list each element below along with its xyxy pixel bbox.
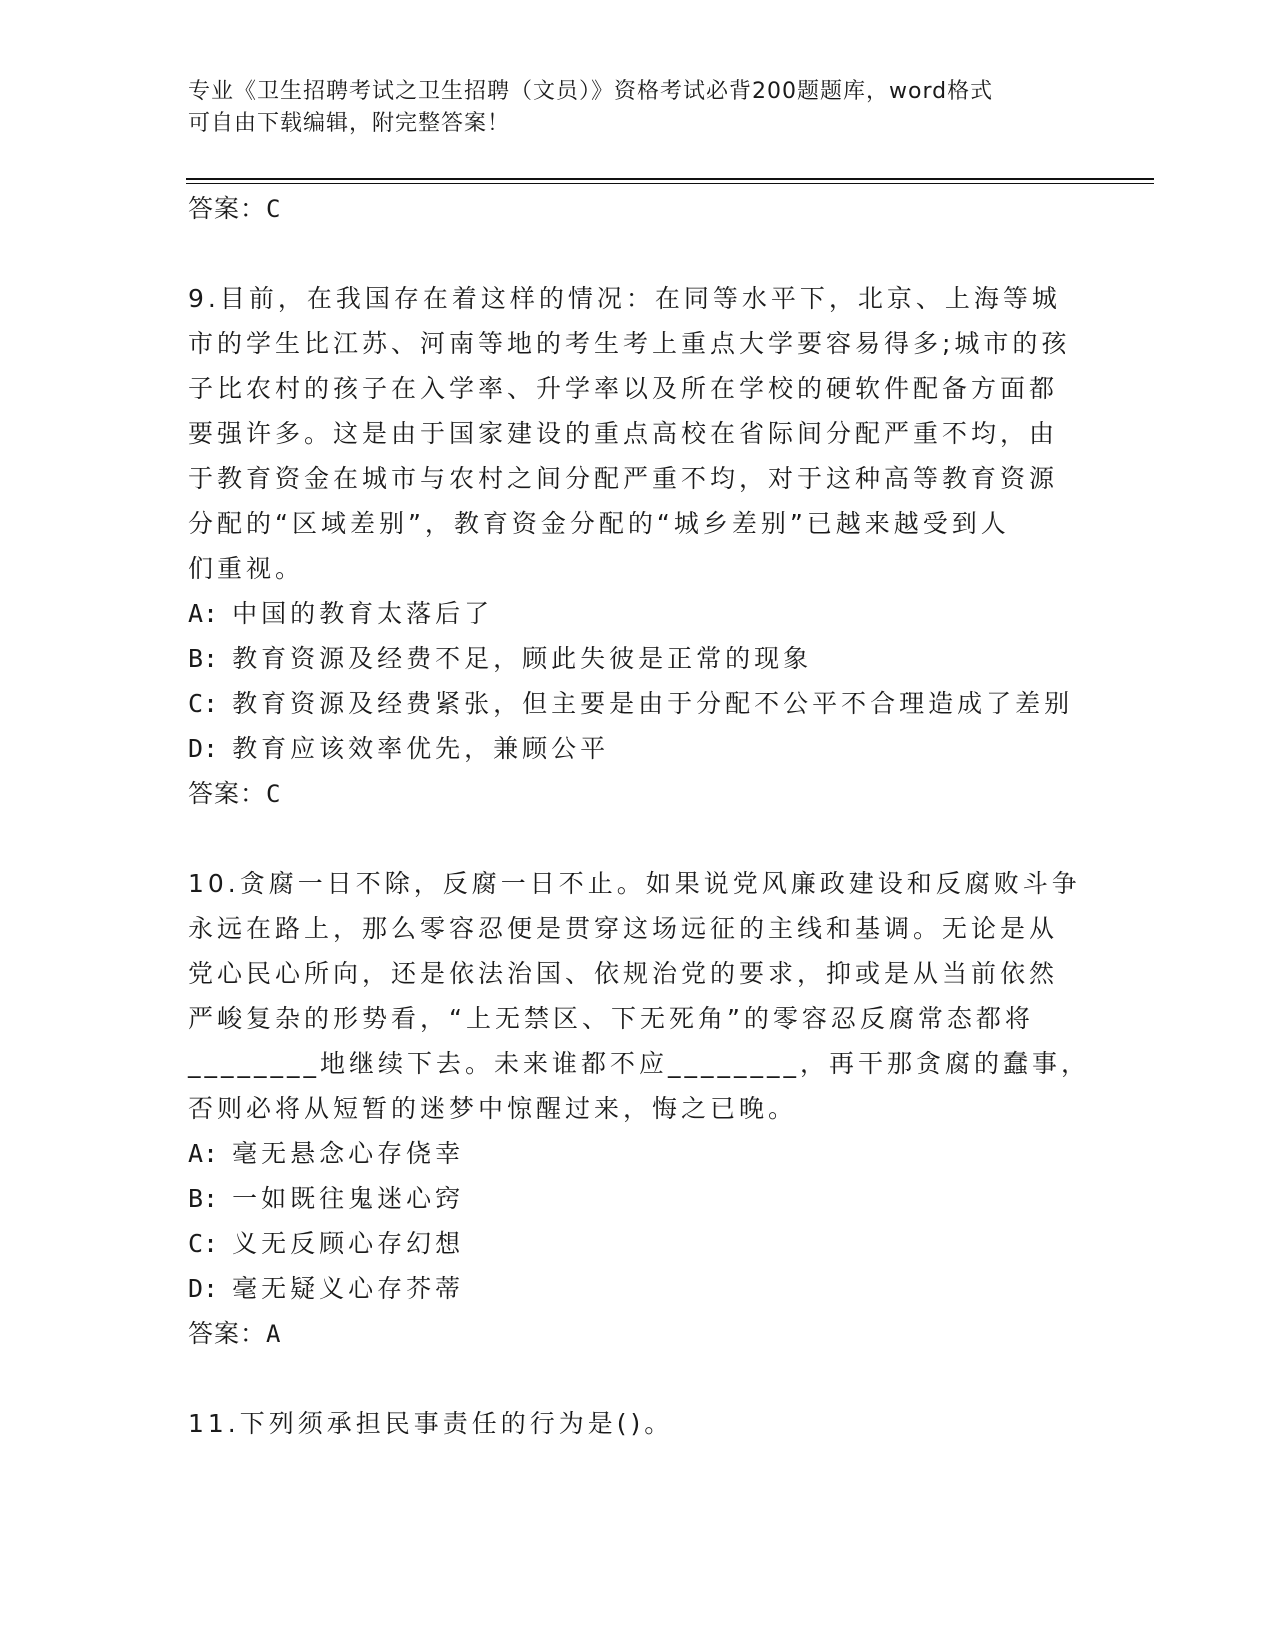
question-10-answer	[188, 1311, 1088, 1356]
question-9-option-c	[188, 681, 1088, 726]
option-text: 教育资源及经费紧张，但主要是由于分配不公平不合理造成了差别	[232, 689, 1074, 718]
spacer	[188, 816, 1088, 861]
option-key: D:	[188, 734, 219, 763]
answer-value: A	[266, 1320, 282, 1348]
question-11	[188, 1401, 1088, 1446]
question-9-line: 子比农村的孩子在入学率、升学率以及所在学校的硬软件配备方面都	[188, 374, 1059, 403]
question-10-text	[188, 861, 1091, 1131]
question-11-text	[188, 1401, 1088, 1446]
header-rule-thin	[186, 183, 1154, 184]
question-10-line: 严峻复杂的形势看，“上无禁区、下无死角”的零容忍反腐常态都将	[188, 1004, 1034, 1033]
spacer	[188, 231, 1088, 276]
answer-value: C	[266, 780, 282, 808]
option-key: B:	[188, 644, 219, 673]
option-text: 义无反顾心存幻想	[232, 1229, 465, 1258]
question-11-line: 11.下列须承担民事责任的行为是()。	[188, 1409, 674, 1438]
answer-line-prev	[188, 186, 1088, 231]
question-9-line: 于教育资金在城市与农村之间分配严重不均，对于这种高等教育资源	[188, 464, 1059, 493]
question-9-option-d	[188, 726, 1088, 771]
option-text: 毫无疑义心存芥蒂	[232, 1274, 465, 1303]
document-content	[188, 186, 1091, 1446]
question-9-line: 市的学生比江苏、河南等地的考生考上重点大学要容易得多;城市的孩	[188, 329, 1071, 358]
option-text: 教育应该效率优先，兼顾公平	[232, 734, 610, 763]
question-9-line: 9.目前，在我国存在着这样的情况：在同等水平下，北京、上海等城	[188, 284, 1061, 313]
option-text: 中国的教育太落后了	[232, 599, 494, 628]
question-10-line: ________地继续下去。未来谁都不应________，再干那贪腐的蠢事，	[188, 1049, 1091, 1078]
option-key: A:	[188, 1139, 219, 1168]
question-9-answer	[188, 771, 1088, 816]
header-title-line-2: 可自由下载编辑，附完整答案！	[188, 111, 511, 136]
header-title-line-1: 专业《卫生招聘考试之卫生招聘（文员）》资格考试必背200题题库，word格式	[188, 79, 994, 104]
question-10-line: 10.贪腐一日不除，反腐一日不止。如果说党风廉政建设和反腐败斗争	[188, 869, 1081, 898]
option-text: 一如既往鬼迷心窍	[232, 1184, 465, 1213]
question-9-option-a	[188, 591, 1088, 636]
spacer	[188, 1356, 1088, 1401]
answer-value: C	[266, 195, 282, 223]
option-text: 教育资源及经费不足，顾此失彼是正常的现象	[232, 644, 813, 673]
header-rule-thick	[186, 178, 1154, 180]
option-key: B:	[188, 1184, 219, 1213]
option-key: C:	[188, 1229, 219, 1258]
question-10-option-d	[188, 1266, 1088, 1311]
option-key: C:	[188, 689, 219, 718]
question-9-text	[188, 276, 1088, 591]
answer-label: 答案：	[188, 779, 267, 808]
option-text: 毫无悬念心存侥幸	[232, 1139, 465, 1168]
answer-label: 答案：	[188, 1319, 267, 1348]
option-key: A:	[188, 599, 219, 628]
question-9-option-b	[188, 636, 1088, 681]
question-10-option-c	[188, 1221, 1088, 1266]
question-10-line: 永远在路上，那么零容忍便是贯穿这场远征的主线和基调。无论是从	[188, 914, 1059, 943]
question-10-option-b	[188, 1176, 1088, 1221]
option-key: D:	[188, 1274, 219, 1303]
question-9-line: 要强许多。这是由于国家建设的重点高校在省际间分配严重不均，由	[188, 419, 1059, 448]
question-10	[188, 861, 1091, 1356]
question-9-line: 们重视。	[188, 554, 305, 583]
question-10-line: 否则必将从短暂的迷梦中惊醒过来，悔之已晚。	[188, 1094, 798, 1123]
question-10-line: 党心民心所向，还是依法治国、依规治党的要求，抑或是从当前依然	[188, 959, 1059, 988]
answer-label: 答案：	[188, 194, 267, 223]
question-10-option-a	[188, 1131, 1088, 1176]
question-9-line: 分配的“区域差别”，教育资金分配的“城乡差别”已越来越受到人	[188, 509, 1010, 538]
question-9	[188, 276, 1088, 816]
document-header	[188, 76, 1088, 140]
